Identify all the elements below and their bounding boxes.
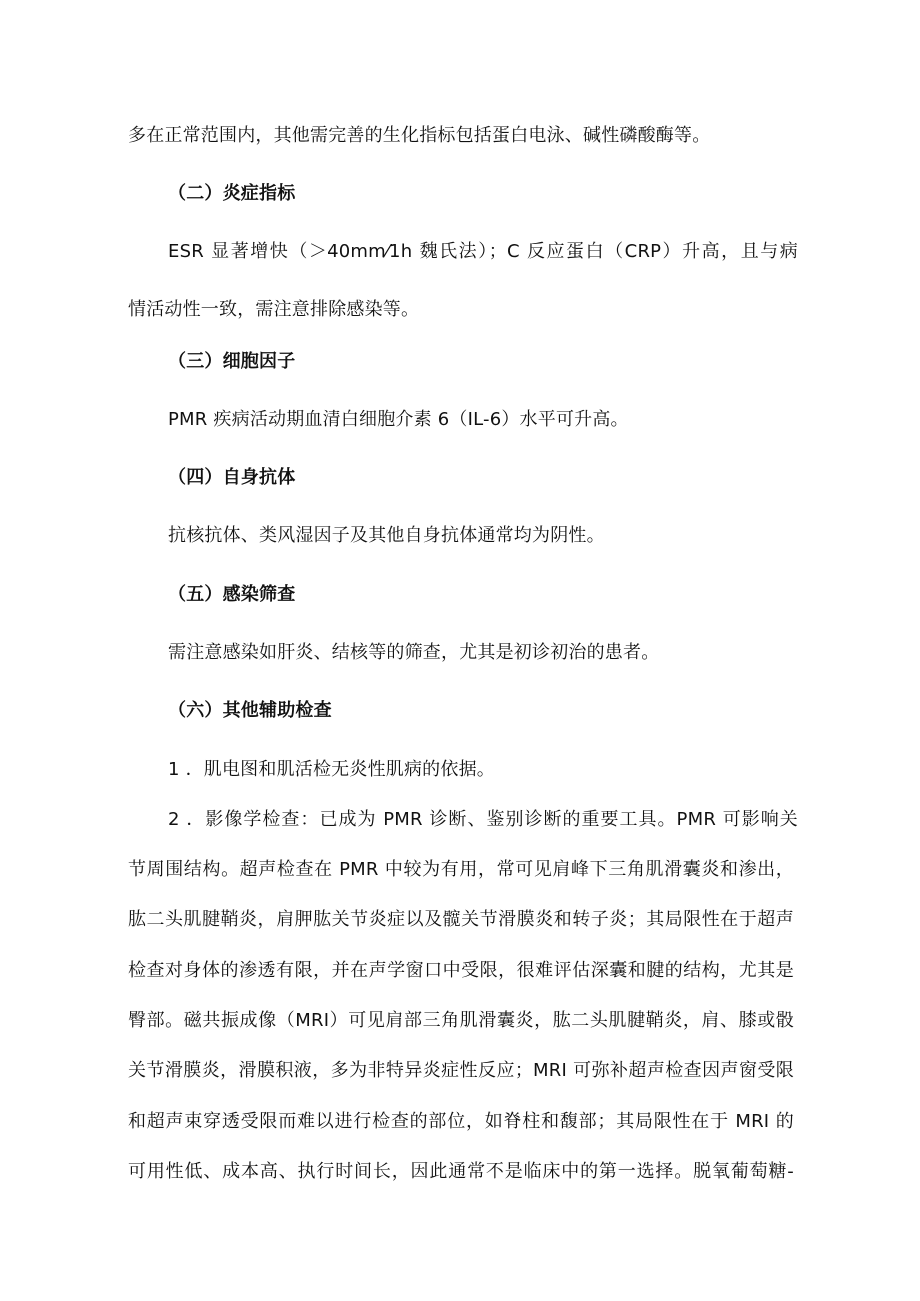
intro-line: 多在正常范围内，其他需完善的生化指标包括蛋白电泳、碱性磷酸酶等。 bbox=[128, 125, 711, 146]
paragraph-line: PMR 疾病活动期血清白细胞介素 6（IL-6）水平可升高。 bbox=[168, 409, 629, 430]
section-heading-inflammation: （二）炎症指标 bbox=[168, 183, 296, 204]
paragraph-line: 抗核抗体、类风湿因子及其他自身抗体通常均为阴性。 bbox=[168, 525, 605, 546]
section-heading-autoantibodies: （四）自身抗体 bbox=[168, 467, 296, 488]
section-heading-cytokines: （三）细胞因子 bbox=[168, 351, 296, 372]
paragraph-line: 肱二头肌腱鞘炎，肩胛肱关节炎症以及髋关节滑膜炎和转子炎；其局限性在于超声 bbox=[128, 909, 794, 930]
paragraph-line: 关节滑膜炎，滑膜积液，多为非特异炎症性反应；MRI 可弥补超声检查因声窗受限 bbox=[128, 1060, 794, 1081]
list-item-imaging: 2 ．影像学检查：已成为 PMR 诊断、鉴别诊断的重要工具。PMR 可影响关 bbox=[168, 809, 798, 830]
paragraph-line: 检查对身体的渗透有限，并在声学窗口中受限，很难评估深囊和腱的结构，尤其是 bbox=[128, 960, 794, 981]
list-item-emg: 1 ．肌电图和肌活检无炎性肌病的依据。 bbox=[168, 759, 495, 780]
section-heading-infection-screening: （五）感染筛查 bbox=[168, 584, 296, 605]
paragraph-line: ESR 显著增快（＞40mm⁄1h 魏氏法）；C 反应蛋白（CRP）升高，且与病 bbox=[168, 241, 798, 262]
paragraph-line: 和超声束穿透受限而难以进行检查的部位，如脊柱和馥部；其局限性在于 MRI 的 bbox=[128, 1111, 794, 1132]
section-heading-other-tests: （六）其他辅助检查 bbox=[168, 700, 332, 721]
paragraph-line: 节周围结构。超声检查在 PMR 中较为有用，常可见肩峰下三角肌滑囊炎和渗出， bbox=[128, 859, 794, 880]
paragraph-line: 臀部。磁共振成像（MRI）可见肩部三角肌滑囊炎，肱二头肌腱鞘炎，肩、膝或骰 bbox=[128, 1010, 794, 1031]
paragraph-line: 情活动性一致，需注意排除感染等。 bbox=[128, 299, 420, 320]
paragraph-line: 可用性低、成本高、执行时间长，因此通常不是临床中的第一选择。脱氧葡萄糖- bbox=[128, 1161, 794, 1182]
paragraph-line: 需注意感染如肝炎、结核等的筛查，尤其是初诊初治的患者。 bbox=[168, 642, 660, 663]
